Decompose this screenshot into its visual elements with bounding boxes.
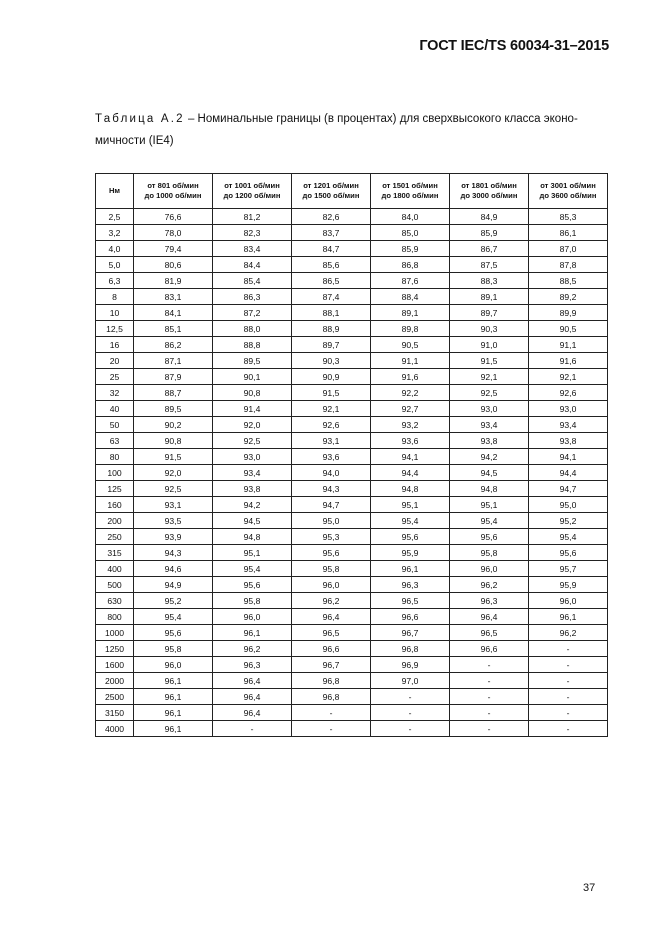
torque-cell: 2,5 (96, 209, 134, 225)
efficiency-cell: 96,4 (450, 609, 529, 625)
column-header (371, 174, 450, 209)
table-row (96, 465, 608, 481)
efficiency-cell: 87,6 (371, 273, 450, 289)
efficiency-cell: 81,9 (134, 273, 213, 289)
column-header-line1: от 3001 об/мин (540, 181, 596, 190)
table-row (96, 449, 608, 465)
efficiency-cell: 95,4 (134, 609, 213, 625)
table-row (96, 673, 608, 689)
efficiency-cell: 96,2 (529, 625, 608, 641)
efficiency-cell: 96,4 (292, 609, 371, 625)
table-row (96, 337, 608, 353)
efficiency-cell: 95,9 (371, 545, 450, 561)
torque-cell: 6,3 (96, 273, 134, 289)
efficiency-cell: 96,7 (371, 625, 450, 641)
column-header-line1: от 1201 об/мин (303, 181, 359, 190)
efficiency-cell: 86,7 (450, 241, 529, 257)
efficiency-cell: 93,6 (292, 449, 371, 465)
efficiency-cell: 76,6 (134, 209, 213, 225)
torque-cell: 12,5 (96, 321, 134, 337)
table-row (96, 433, 608, 449)
efficiency-cell: 86,8 (371, 257, 450, 273)
efficiency-cell: 94,5 (450, 465, 529, 481)
efficiency-cell: 96,4 (213, 705, 292, 721)
efficiency-cell: 85,9 (371, 241, 450, 257)
column-header-line2: до 1800 об/мин (381, 191, 439, 200)
torque-cell: 8 (96, 289, 134, 305)
efficiency-cell: 93,8 (450, 433, 529, 449)
efficiency-cell: 96,4 (213, 689, 292, 705)
efficiency-cell: 95,8 (292, 561, 371, 577)
efficiency-cell: 96,0 (213, 609, 292, 625)
efficiency-cell: 95,6 (213, 577, 292, 593)
efficiency-cell: 86,5 (292, 273, 371, 289)
efficiency-cell: - (529, 689, 608, 705)
column-header-line1: от 801 об/мин (147, 181, 199, 190)
table-row (96, 641, 608, 657)
efficiency-cell: 87,5 (450, 257, 529, 273)
efficiency-cell: 95,4 (213, 561, 292, 577)
table-row (96, 689, 608, 705)
column-header-line1: от 1001 об/мин (224, 181, 280, 190)
efficiency-cell: 96,1 (529, 609, 608, 625)
efficiency-cell: 87,4 (292, 289, 371, 305)
torque-cell: 250 (96, 529, 134, 545)
efficiency-cell: 82,3 (213, 225, 292, 241)
torque-cell: 400 (96, 561, 134, 577)
efficiency-cell: 85,3 (529, 209, 608, 225)
efficiency-cell: 96,5 (371, 593, 450, 609)
efficiency-cell: - (292, 721, 371, 737)
efficiency-cell: 93,4 (213, 465, 292, 481)
efficiency-cell: 94,0 (292, 465, 371, 481)
table-header-row (96, 174, 608, 209)
efficiency-cell: 84,0 (371, 209, 450, 225)
efficiency-cell: 79,4 (134, 241, 213, 257)
efficiency-cell: 95,2 (529, 513, 608, 529)
torque-cell: 20 (96, 353, 134, 369)
efficiency-cell: 96,0 (450, 561, 529, 577)
efficiency-cell: 97,0 (371, 673, 450, 689)
efficiency-table (95, 173, 608, 737)
efficiency-cell: 95,9 (529, 577, 608, 593)
efficiency-cell: 92,1 (292, 401, 371, 417)
efficiency-cell: 89,5 (134, 401, 213, 417)
efficiency-cell: 94,3 (134, 545, 213, 561)
torque-cell: 1600 (96, 657, 134, 673)
efficiency-cell: 85,9 (450, 225, 529, 241)
efficiency-cell: 89,8 (371, 321, 450, 337)
efficiency-cell: 96,8 (371, 641, 450, 657)
efficiency-cell: 89,7 (292, 337, 371, 353)
efficiency-cell: 93,0 (450, 401, 529, 417)
efficiency-cell: 96,6 (371, 609, 450, 625)
efficiency-cell: 94,7 (292, 497, 371, 513)
torque-cell: 315 (96, 545, 134, 561)
efficiency-cell: 93,9 (134, 529, 213, 545)
table-row (96, 369, 608, 385)
efficiency-cell: 96,9 (371, 657, 450, 673)
efficiency-cell: 96,4 (213, 673, 292, 689)
efficiency-cell: 89,2 (529, 289, 608, 305)
efficiency-cell: 93,5 (134, 513, 213, 529)
column-header-line2: до 3000 об/мин (460, 191, 518, 200)
efficiency-cell: 84,4 (213, 257, 292, 273)
efficiency-cell: 95,7 (529, 561, 608, 577)
column-header-line1: от 1501 об/мин (382, 181, 438, 190)
efficiency-cell: 85,1 (134, 321, 213, 337)
efficiency-cell: 96,7 (292, 657, 371, 673)
table-row (96, 545, 608, 561)
efficiency-cell: 92,5 (134, 481, 213, 497)
torque-cell: 2000 (96, 673, 134, 689)
efficiency-cell: 92,1 (450, 369, 529, 385)
efficiency-cell: 95,1 (213, 545, 292, 561)
efficiency-cell: 92,1 (529, 369, 608, 385)
efficiency-cell: 96,1 (134, 673, 213, 689)
efficiency-cell: 86,1 (529, 225, 608, 241)
table-row (96, 721, 608, 737)
efficiency-cell: 96,1 (134, 689, 213, 705)
efficiency-cell: 92,0 (134, 465, 213, 481)
efficiency-cell: 95,6 (450, 529, 529, 545)
table-row (96, 513, 608, 529)
efficiency-cell: 88,1 (292, 305, 371, 321)
torque-cell: 200 (96, 513, 134, 529)
torque-cell: 4,0 (96, 241, 134, 257)
efficiency-cell: 94,4 (371, 465, 450, 481)
torque-cell: 800 (96, 609, 134, 625)
table-row (96, 481, 608, 497)
efficiency-cell: - (450, 705, 529, 721)
efficiency-cell: 94,1 (371, 449, 450, 465)
efficiency-cell: 93,0 (213, 449, 292, 465)
torque-cell: 3,2 (96, 225, 134, 241)
torque-cell: 50 (96, 417, 134, 433)
efficiency-cell: - (529, 705, 608, 721)
efficiency-cell: 88,7 (134, 385, 213, 401)
table-row (96, 561, 608, 577)
efficiency-cell: 96,5 (292, 625, 371, 641)
table-row (96, 353, 608, 369)
efficiency-cell: 95,4 (450, 513, 529, 529)
efficiency-cell: 91,6 (371, 369, 450, 385)
efficiency-cell: 95,6 (371, 529, 450, 545)
table-caption-text: – Номинальные границы (в процентах) для сверхвысокого класса эконо-мичности (IE4) (95, 113, 578, 147)
efficiency-cell: 92,0 (213, 417, 292, 433)
efficiency-cell: 83,7 (292, 225, 371, 241)
efficiency-cell: 89,5 (213, 353, 292, 369)
torque-cell: 125 (96, 481, 134, 497)
column-header (450, 174, 529, 209)
efficiency-cell: 95,8 (450, 545, 529, 561)
torque-cell: 500 (96, 577, 134, 593)
table-row (96, 305, 608, 321)
table-row (96, 321, 608, 337)
efficiency-cell: 95,6 (292, 545, 371, 561)
efficiency-cell: 84,7 (292, 241, 371, 257)
efficiency-cell: - (450, 721, 529, 737)
efficiency-cell: 96,3 (213, 657, 292, 673)
efficiency-cell: 91,4 (213, 401, 292, 417)
efficiency-cell: 94,8 (213, 529, 292, 545)
torque-cell: 40 (96, 401, 134, 417)
table-row (96, 609, 608, 625)
efficiency-cell: 95,6 (529, 545, 608, 561)
efficiency-cell: 96,0 (292, 577, 371, 593)
table-row (96, 209, 608, 225)
efficiency-cell: 85,4 (213, 273, 292, 289)
efficiency-cell: 88,8 (213, 337, 292, 353)
table-row (96, 417, 608, 433)
column-header-line2: до 3600 об/мин (539, 191, 597, 200)
efficiency-cell: - (450, 657, 529, 673)
efficiency-cell: 96,1 (134, 721, 213, 737)
efficiency-cell: 92,7 (371, 401, 450, 417)
efficiency-cell: 96,1 (213, 625, 292, 641)
table-row (96, 497, 608, 513)
efficiency-cell: 93,6 (371, 433, 450, 449)
torque-cell: 63 (96, 433, 134, 449)
efficiency-cell: 92,5 (450, 385, 529, 401)
efficiency-cell: 93,1 (292, 433, 371, 449)
efficiency-cell: 96,2 (213, 641, 292, 657)
efficiency-cell: 92,2 (371, 385, 450, 401)
efficiency-cell: 96,6 (292, 641, 371, 657)
efficiency-cell: 90,5 (529, 321, 608, 337)
efficiency-cell: 95,6 (134, 625, 213, 641)
efficiency-cell: 94,2 (450, 449, 529, 465)
efficiency-cell: 90,8 (213, 385, 292, 401)
efficiency-cell: 95,3 (292, 529, 371, 545)
efficiency-cell: 96,8 (292, 689, 371, 705)
efficiency-cell: 96,0 (134, 657, 213, 673)
table-row (96, 593, 608, 609)
efficiency-cell: - (529, 641, 608, 657)
efficiency-cell: 90,3 (450, 321, 529, 337)
page-number: 37 (583, 882, 596, 894)
torque-cell: 4000 (96, 721, 134, 737)
efficiency-cell: 91,1 (371, 353, 450, 369)
torque-cell: 160 (96, 497, 134, 513)
efficiency-cell: 91,1 (529, 337, 608, 353)
efficiency-cell: 91,5 (450, 353, 529, 369)
torque-cell: 3150 (96, 705, 134, 721)
table-row (96, 225, 608, 241)
efficiency-cell: 85,6 (292, 257, 371, 273)
efficiency-cell: 94,6 (134, 561, 213, 577)
efficiency-cell: 95,1 (371, 497, 450, 513)
torque-cell: 2500 (96, 689, 134, 705)
efficiency-cell: 89,7 (450, 305, 529, 321)
column-header (96, 174, 134, 209)
efficiency-cell: - (371, 721, 450, 737)
torque-cell: 630 (96, 593, 134, 609)
efficiency-cell: 89,9 (529, 305, 608, 321)
efficiency-cell: 93,8 (529, 433, 608, 449)
efficiency-cell: 90,2 (134, 417, 213, 433)
torque-cell: 10 (96, 305, 134, 321)
table-body (96, 209, 608, 737)
table-row (96, 385, 608, 401)
efficiency-cell: 89,1 (450, 289, 529, 305)
efficiency-cell: 94,5 (213, 513, 292, 529)
torque-cell: 16 (96, 337, 134, 353)
torque-cell: 1000 (96, 625, 134, 641)
efficiency-cell: - (529, 657, 608, 673)
efficiency-cell: 87,0 (529, 241, 608, 257)
efficiency-cell: 86,3 (213, 289, 292, 305)
efficiency-cell: 94,3 (292, 481, 371, 497)
efficiency-cell: 91,5 (134, 449, 213, 465)
column-header-line1: Нм (108, 186, 121, 195)
torque-cell: 25 (96, 369, 134, 385)
efficiency-cell: 92,5 (213, 433, 292, 449)
efficiency-cell: - (292, 705, 371, 721)
efficiency-cell: 94,2 (213, 497, 292, 513)
table-row (96, 657, 608, 673)
efficiency-cell: - (450, 689, 529, 705)
efficiency-cell: 96,1 (134, 705, 213, 721)
efficiency-cell: 96,1 (371, 561, 450, 577)
efficiency-cell: 91,0 (450, 337, 529, 353)
efficiency-cell: 88,5 (529, 273, 608, 289)
efficiency-cell: 90,3 (292, 353, 371, 369)
efficiency-cell: 93,4 (450, 417, 529, 433)
efficiency-cell: 90,1 (213, 369, 292, 385)
efficiency-cell: 95,1 (450, 497, 529, 513)
torque-cell: 1250 (96, 641, 134, 657)
efficiency-cell: - (450, 673, 529, 689)
efficiency-cell: 88,4 (371, 289, 450, 305)
column-header (134, 174, 213, 209)
efficiency-cell: 89,1 (371, 305, 450, 321)
efficiency-cell: - (529, 721, 608, 737)
torque-cell: 100 (96, 465, 134, 481)
efficiency-cell: 82,6 (292, 209, 371, 225)
efficiency-cell: 95,0 (292, 513, 371, 529)
document-code-header: ГОСТ IEC/TS 60034-31–2015 (419, 38, 609, 54)
efficiency-cell: 94,4 (529, 465, 608, 481)
efficiency-cell: - (371, 705, 450, 721)
efficiency-cell: 88,3 (450, 273, 529, 289)
table-row (96, 529, 608, 545)
efficiency-cell: 92,6 (529, 385, 608, 401)
efficiency-cell: 93,0 (529, 401, 608, 417)
efficiency-cell: 88,9 (292, 321, 371, 337)
efficiency-cell: 94,8 (371, 481, 450, 497)
efficiency-cell: 96,5 (450, 625, 529, 641)
efficiency-cell: 96,6 (450, 641, 529, 657)
efficiency-cell: 95,8 (213, 593, 292, 609)
table-row (96, 625, 608, 641)
efficiency-cell: 91,6 (529, 353, 608, 369)
efficiency-cell: 78,0 (134, 225, 213, 241)
column-header (529, 174, 608, 209)
table-row (96, 705, 608, 721)
efficiency-cell: 87,2 (213, 305, 292, 321)
efficiency-cell: 93,4 (529, 417, 608, 433)
column-header-line1: от 1801 об/мин (461, 181, 517, 190)
table-row (96, 289, 608, 305)
efficiency-cell: - (371, 689, 450, 705)
efficiency-cell: 83,4 (213, 241, 292, 257)
efficiency-cell: 80,6 (134, 257, 213, 273)
efficiency-cell: 96,8 (292, 673, 371, 689)
efficiency-cell: 91,5 (292, 385, 371, 401)
column-header-line2: до 1500 об/мин (302, 191, 360, 200)
column-header-line2: до 1200 об/мин (223, 191, 281, 200)
column-header (292, 174, 371, 209)
efficiency-cell: 96,2 (450, 577, 529, 593)
efficiency-cell: 93,1 (134, 497, 213, 513)
table-row (96, 577, 608, 593)
efficiency-cell: 83,1 (134, 289, 213, 305)
efficiency-cell: 87,9 (134, 369, 213, 385)
efficiency-cell: 92,6 (292, 417, 371, 433)
efficiency-cell: 87,8 (529, 257, 608, 273)
efficiency-cell: 88,0 (213, 321, 292, 337)
table-row (96, 241, 608, 257)
torque-cell: 80 (96, 449, 134, 465)
column-header-line2: до 1000 об/мин (144, 191, 202, 200)
efficiency-cell: 96,0 (529, 593, 608, 609)
efficiency-cell: 94,1 (529, 449, 608, 465)
efficiency-cell: 96,2 (292, 593, 371, 609)
efficiency-cell: 96,3 (371, 577, 450, 593)
efficiency-cell: 96,3 (450, 593, 529, 609)
efficiency-cell: 95,4 (529, 529, 608, 545)
efficiency-cell: 81,2 (213, 209, 292, 225)
efficiency-cell: - (213, 721, 292, 737)
table-caption (95, 108, 615, 152)
efficiency-cell: 90,9 (292, 369, 371, 385)
efficiency-cell: 95,4 (371, 513, 450, 529)
efficiency-cell: 95,8 (134, 641, 213, 657)
column-header (213, 174, 292, 209)
efficiency-cell: 94,7 (529, 481, 608, 497)
efficiency-cell: 90,8 (134, 433, 213, 449)
efficiency-cell: 93,8 (213, 481, 292, 497)
efficiency-cell: 86,2 (134, 337, 213, 353)
efficiency-cell: - (529, 673, 608, 689)
table-row (96, 273, 608, 289)
torque-cell: 32 (96, 385, 134, 401)
efficiency-cell: 93,2 (371, 417, 450, 433)
table-row (96, 401, 608, 417)
efficiency-cell: 94,8 (450, 481, 529, 497)
efficiency-cell: 84,1 (134, 305, 213, 321)
efficiency-cell: 85,0 (371, 225, 450, 241)
table-caption-label: Таблица А.2 (95, 113, 185, 125)
torque-cell: 5,0 (96, 257, 134, 273)
efficiency-cell: 90,5 (371, 337, 450, 353)
table-row (96, 257, 608, 273)
efficiency-cell: 95,0 (529, 497, 608, 513)
efficiency-cell: 87,1 (134, 353, 213, 369)
efficiency-cell: 95,2 (134, 593, 213, 609)
efficiency-cell: 94,9 (134, 577, 213, 593)
efficiency-cell: 84,9 (450, 209, 529, 225)
